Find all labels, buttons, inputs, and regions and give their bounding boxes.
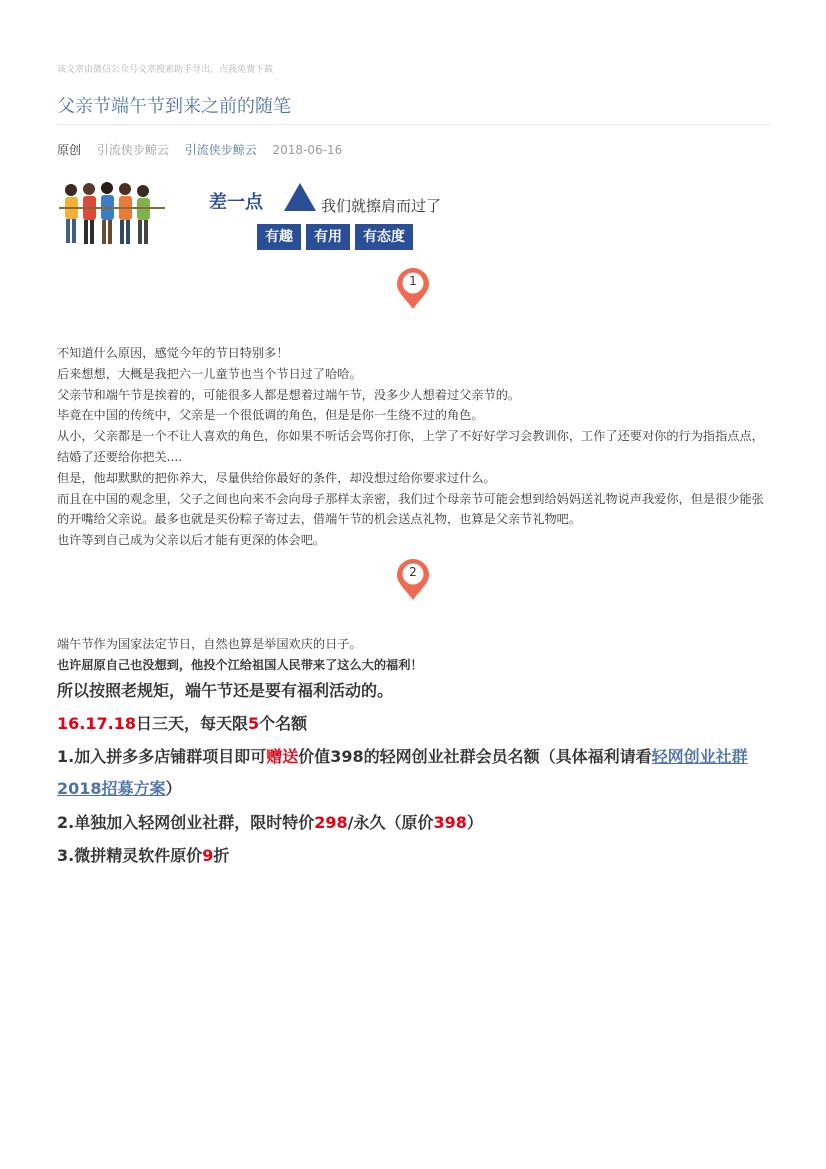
paragraph: 不知道什么原因，感觉今年的节日特别多！ [57, 346, 289, 360]
promo-text: 2.单独加入轻网创业社群，限时特价 [57, 813, 315, 832]
section-1-text [57, 343, 769, 551]
promo-text: 个名额 [259, 714, 308, 733]
paragraph: 从小，父亲都是一个不让人喜欢的角色，你如果不听话会骂你打你，上学了不好好学习会教训你，工作了还要对你的行为指指点点，结婚了还要给你把关.... [57, 429, 764, 464]
banner-headline: 差一点 [209, 192, 263, 213]
paragraph: 后来想想，大概是我把六一儿童节也当个节日过了哈哈。 [57, 366, 362, 381]
promo-text: 1.加入拼多多店铺群项目即可 [57, 747, 267, 766]
banner-tagline: 我们就擦肩而过了 [321, 197, 442, 215]
recruit-plan-link[interactable]: 轻网创业社群2018招募方案 [57, 747, 748, 798]
promo-text: 3.微拼精灵软件原价 [57, 846, 203, 865]
paragraph: 毕竟在中国的传统中，父亲是一个很低调的角色，但是是你一生绕不过的角色。 [57, 408, 484, 423]
promo-text: ） [466, 813, 483, 832]
paragraph: 端午节作为国家法定节日，自然也算是举国欢庆的日子。 [57, 637, 362, 651]
header-banner [57, 178, 467, 253]
promo-item-3 [57, 840, 773, 872]
promo-price: 298 [314, 813, 348, 832]
paragraph: 父亲节和端午节是挨着的，可能很多人都是想着过端午节，没多少人想着过父亲节的。 [57, 387, 521, 402]
promo-text: ） [165, 779, 182, 798]
promo-discount: 9 [202, 846, 214, 865]
bold-paragraph: 也许屈原自己也没想到，他投个江给祖国人民带来了这么大的福利！ [57, 657, 423, 672]
article-meta [57, 141, 354, 158]
people-illustration [57, 180, 167, 252]
promo-item-1 [57, 741, 773, 805]
banner-tag: 有趣 [257, 224, 301, 250]
section-2-intro [57, 634, 769, 676]
paragraph: 也许等到自己成为父亲以后才能有更深的体会吧。 [57, 533, 326, 548]
promo-date-range: 16.17.18 [57, 714, 136, 733]
marker-number: 2 [409, 565, 417, 579]
publish-date: 2018-06-16 [272, 143, 343, 157]
promo-text: /永久（原价 [347, 813, 434, 832]
promo-limit: 5 [247, 714, 260, 733]
author-name: 引流侠步鲸云 [96, 143, 169, 157]
promo-dates [57, 708, 773, 740]
promo-text: 价值398的轻网创业社群会员名额（具体福利请看 [298, 747, 652, 766]
account-link[interactable]: 引流侠步鲸云 [184, 143, 257, 157]
promo-text: 折 [213, 846, 230, 865]
banner-tags [257, 224, 413, 250]
paragraph: 而且在中国的观念里，父子之间也向来不会向母子那样太亲密，我们过个母亲节可能会想到给妈妈送礼物说声我爱你，但是很少能张的开嘴给父亲说。最多也就是买份粽子寄过去，借端午节的机会送点礼物，也算是父亲节礼物吧。 [57, 491, 764, 527]
marker-number: 1 [409, 274, 417, 288]
banner-tag: 有态度 [355, 224, 413, 250]
title-divider [57, 124, 770, 125]
promo-gift: 赠送 [266, 747, 299, 766]
promo-heading: 所以按照老规矩，端午节还是要有福利活动的。 [57, 681, 394, 700]
promo-text: 日三天，每天限 [135, 714, 248, 733]
original-badge: 原创 [57, 143, 82, 157]
promo-original-price: 398 [433, 813, 467, 832]
section-marker [396, 559, 430, 601]
promo-item-2 [57, 807, 773, 839]
section-marker [396, 268, 430, 310]
triangle-icon [283, 182, 317, 212]
export-notice-link[interactable]: 该文章由微信公众号文章搜索助手导出，点我免费下载 [57, 65, 274, 75]
article-title: 父亲节端午节到来之前的随笔 [57, 96, 291, 117]
banner-tag: 有用 [306, 224, 350, 250]
paragraph: 但是，他却默默的把你养大，尽量供给你最好的条件，却没想过给你要求过什么。 [57, 470, 496, 485]
